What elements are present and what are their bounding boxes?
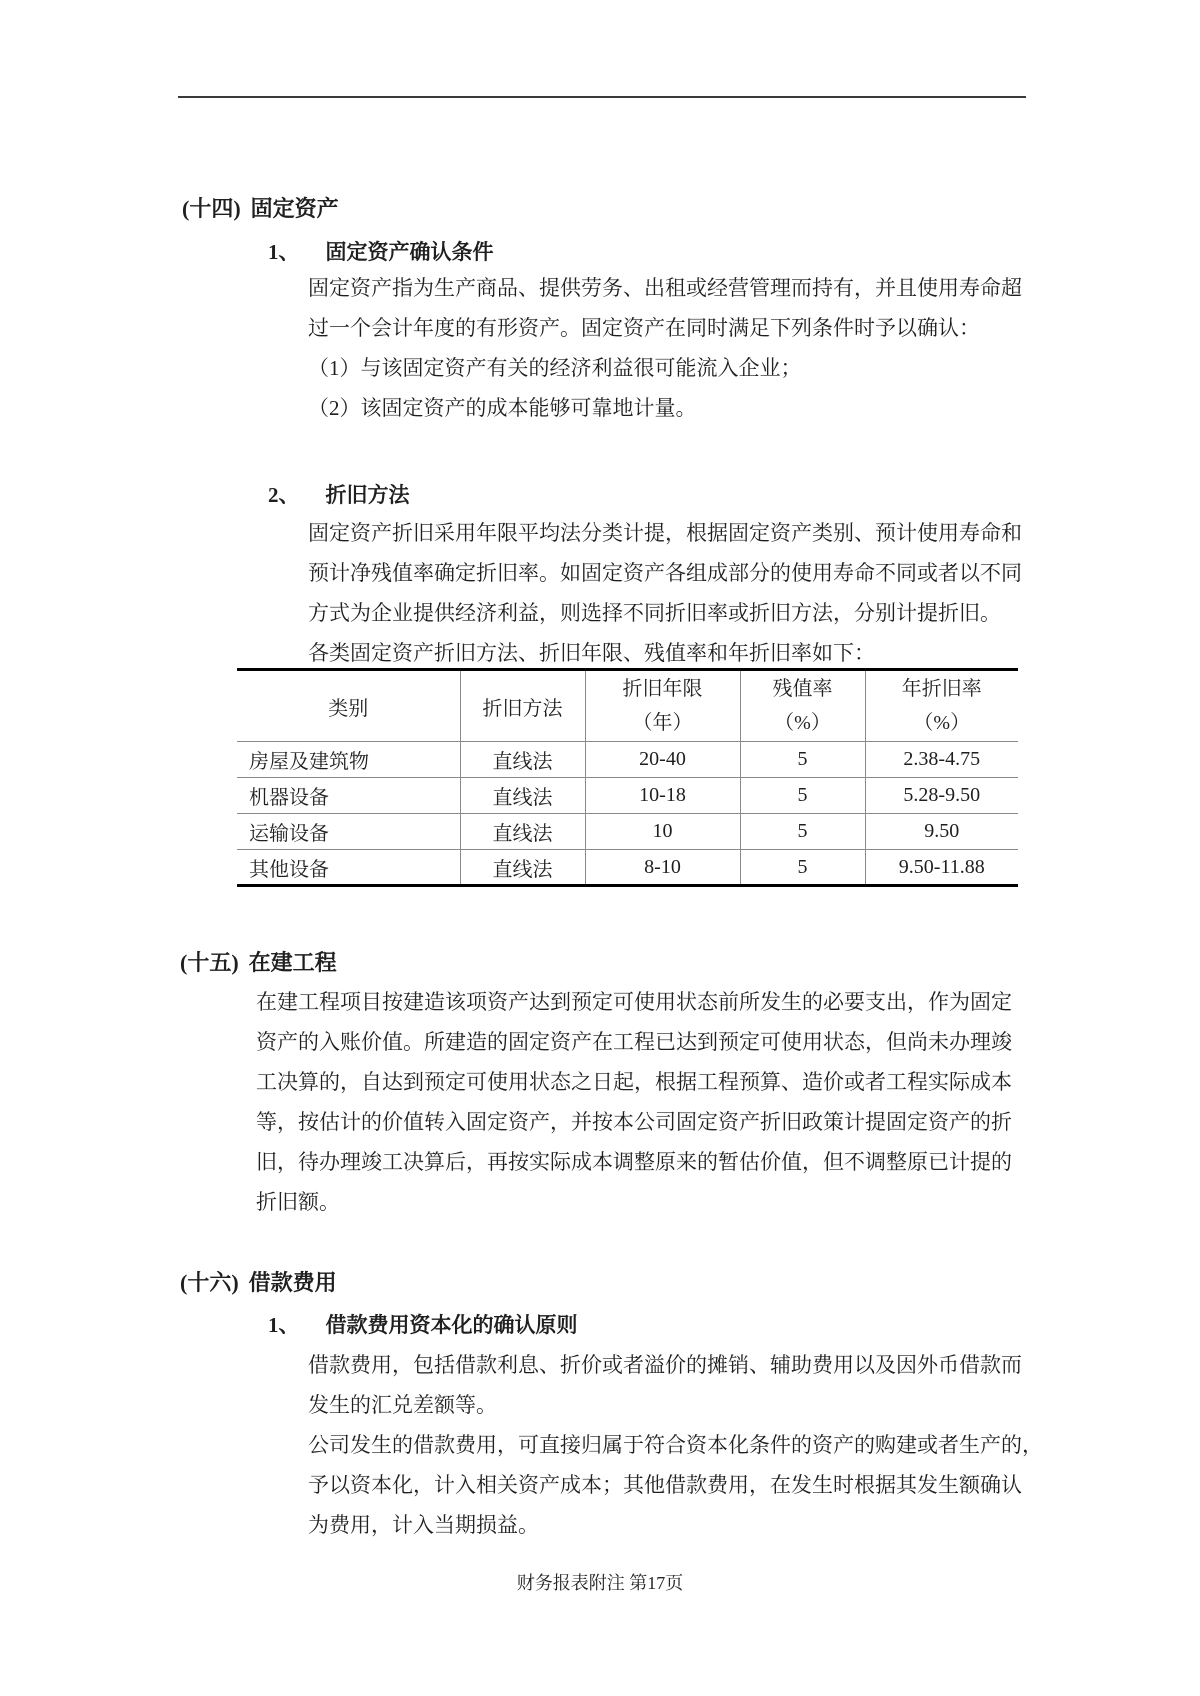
cell-years: 10-18: [585, 778, 740, 814]
body-line: 为费用，计入当期损益。: [308, 1513, 539, 1537]
page-footer: 财务报表附注 第17页: [516, 1573, 684, 1593]
table-row: [237, 850, 1018, 886]
cell-rate: 9.50: [865, 814, 1018, 850]
body-line: 在建工程项目按建造该项资产达到预定可使用状态前所发生的必要支出，作为固定: [256, 990, 1012, 1014]
body-line: 固定资产折旧采用年限平均法分类计提，根据固定资产类别、预计使用寿命和: [308, 521, 1022, 545]
cell-category: 其他设备: [237, 850, 460, 886]
header-rule: [178, 96, 1026, 98]
header-method: 折旧方法: [460, 670, 585, 742]
body-line: 公司发生的借款费用，可直接归属于符合资本化条件的资产的购建或者生产的，: [308, 1433, 1043, 1457]
section-16-title: 借款费用: [248, 1270, 337, 1295]
section-15-paragraph: [256, 982, 1012, 1222]
item-1-title: 固定资产确认条件: [325, 240, 494, 264]
cell-years: 20-40: [585, 742, 740, 778]
body-line: 预计净残值率确定折旧率。如固定资产各组成部分的使用寿命不同或者以不同: [308, 561, 1022, 585]
section-16-number: (十六): [180, 1270, 239, 1295]
section-15-heading: [180, 948, 337, 978]
body-line: 工决算的，自达到预定可使用状态之日起，根据工程预算、造价或者工程实际成本: [256, 1070, 1012, 1094]
item-2-heading: [268, 480, 410, 510]
item-16-1-number: 1、: [268, 1313, 300, 1337]
header-years: 折旧年限 （年）: [585, 670, 740, 742]
cell-method: 直线法: [460, 778, 585, 814]
section-14-number: (十四): [182, 196, 241, 221]
body-line: 等，按估计的价值转入固定资产，并按本公司固定资产折旧政策计提固定资产的折: [256, 1110, 1012, 1134]
cell-years: 10: [585, 814, 740, 850]
item-16-1-title: 借款费用资本化的确认原则: [325, 1313, 578, 1337]
cell-method: 直线法: [460, 850, 585, 886]
body-line: 过一个会计年度的有形资产。固定资产在同时满足下列条件时予以确认：: [308, 316, 980, 340]
cell-residual: 5: [740, 778, 865, 814]
section-15-number: (十五): [180, 950, 239, 975]
table-row: [237, 778, 1018, 814]
cell-method: 直线法: [460, 814, 585, 850]
section-15-title: 在建工程: [248, 950, 337, 975]
depreciation-table: [237, 668, 1018, 887]
cell-years: 8-10: [585, 850, 740, 886]
item-2-paragraph: [308, 513, 1022, 673]
item-2-title: 折旧方法: [325, 483, 410, 507]
body-line: 方式为企业提供经济利益，则选择不同折旧率或折旧方法，分别计提折旧。: [308, 601, 1001, 625]
table-row: [237, 742, 1018, 778]
item-1-number: 1、: [268, 240, 300, 264]
item-1-paragraph: [308, 268, 1022, 428]
header-category: 类别: [328, 697, 369, 720]
header-residual: 残值率 （%）: [740, 670, 865, 742]
cell-residual: 5: [740, 742, 865, 778]
header-annual-rate: 年折旧率 （%）: [865, 670, 1018, 742]
item-1-heading: [268, 237, 494, 267]
body-line: （1）与该固定资产有关的经济利益很可能流入企业；: [308, 356, 802, 380]
body-line: （2）该固定资产的成本能够可靠地计量。: [308, 396, 697, 420]
item-16-1-heading: [268, 1310, 578, 1340]
body-line: 发生的汇兑差额等。: [308, 1393, 497, 1417]
cell-category: 运输设备: [237, 814, 460, 850]
cell-category: 房屋及建筑物: [237, 742, 460, 778]
section-16-heading: [180, 1268, 337, 1298]
cell-rate: 2.38-4.75: [865, 742, 1018, 778]
table-header-row: [237, 670, 1018, 742]
section-14-heading: [182, 194, 339, 224]
section-14-title: 固定资产: [250, 196, 339, 221]
item-16-1-paragraph: [308, 1345, 1043, 1545]
body-line: 各类固定资产折旧方法、折旧年限、残值率和年折旧率如下：: [308, 641, 875, 665]
body-line: 固定资产指为生产商品、提供劳务、出租或经营管理而持有，并且使用寿命超: [308, 276, 1022, 300]
body-line: 旧，待办理竣工决算后，再按实际成本调整原来的暂估价值，但不调整原已计提的: [256, 1150, 1012, 1174]
cell-method: 直线法: [460, 742, 585, 778]
body-line: 借款费用，包括借款利息、折价或者溢价的摊销、辅助费用以及因外币借款而: [308, 1353, 1022, 1377]
body-line: 予以资本化，计入相关资产成本；其他借款费用，在发生时根据其发生额确认: [308, 1473, 1022, 1497]
item-2-number: 2、: [268, 483, 300, 507]
cell-residual: 5: [740, 814, 865, 850]
cell-residual: 5: [740, 850, 865, 886]
body-line: 折旧额。: [256, 1190, 340, 1214]
body-line: 资产的入账价值。所建造的固定资产在工程已达到预定可使用状态，但尚未办理竣: [256, 1030, 1012, 1054]
cell-category: 机器设备: [237, 778, 460, 814]
table-row: [237, 814, 1018, 850]
cell-rate: 9.50-11.88: [865, 850, 1018, 886]
cell-rate: 5.28-9.50: [865, 778, 1018, 814]
